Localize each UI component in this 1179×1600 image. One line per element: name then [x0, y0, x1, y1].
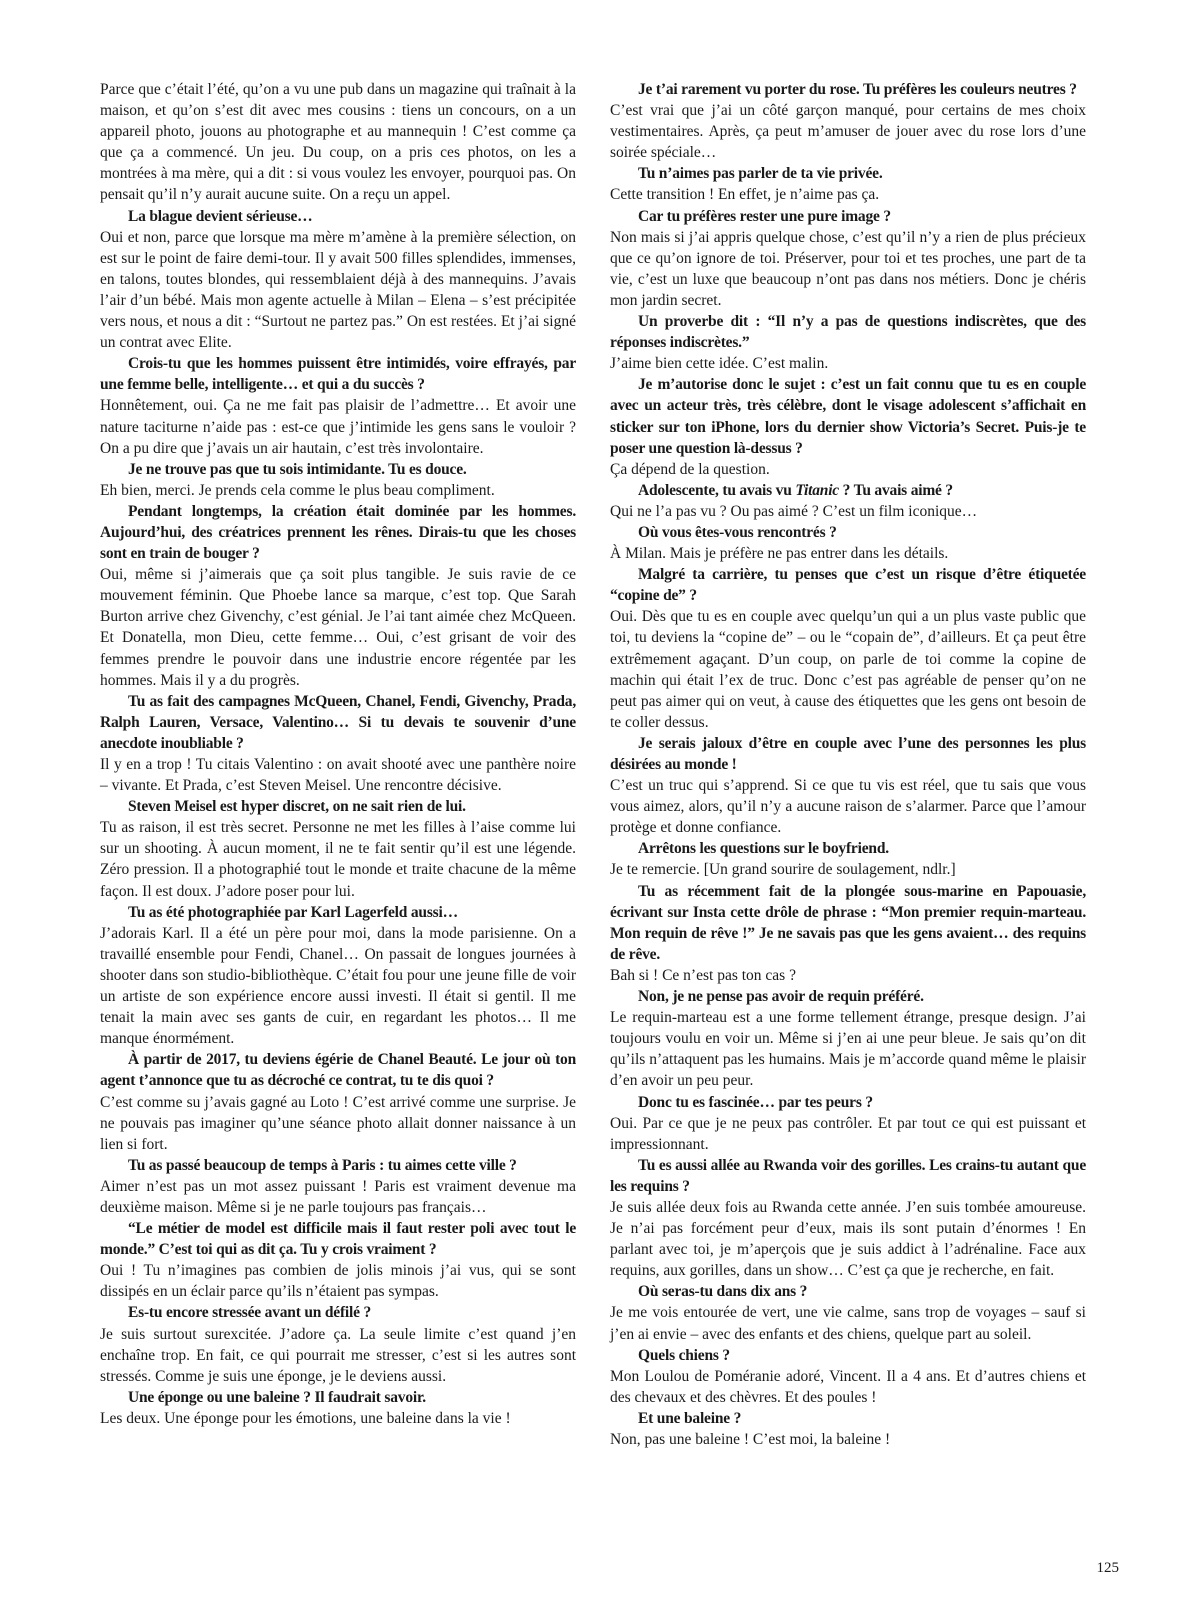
interview-answer: Oui. Par ce que je ne peux pas contrôler. Et par tout ce qui est puissant et impressionnant. — [610, 1114, 1086, 1153]
interview-question: “Le métier de model est difficile mais il faut rester poli avec tout le monde.” C’est toi qui as dit ça. Tu y crois vraiment ? — [100, 1220, 576, 1259]
interview-question: Es-tu encore stressée avant un défilé ? — [128, 1304, 372, 1322]
interview-question: Tu as été photographiée par Karl Lagerfeld aussi… — [128, 903, 458, 921]
interview-question: Un proverbe dit : “Il n’y a pas de questions indiscrètes, que des réponses indiscrètes.” — [610, 313, 1086, 352]
interview-question: Je t’ai rarement vu porter du rose. Tu préfères les couleurs neutres ? — [638, 81, 1077, 98]
interview-answer: Eh bien, merci. Je prends cela comme le plus beau compliment. — [100, 481, 495, 499]
interview-question: Tu n’aimes pas parler de ta vie privée. — [638, 165, 883, 183]
interview-question: Crois-tu que les hommes puissent être intimidés, voire effrayés, par une femme belle, intelligente… et qui a du succès ? — [100, 355, 576, 394]
interview-question: Où seras-tu dans dix ans ? — [638, 1283, 808, 1301]
interview-answer: J’aime bien cette idée. C’est malin. — [610, 355, 829, 373]
interview-question: Non, je ne pense pas avoir de requin préféré. — [638, 988, 924, 1006]
interview-answer: Honnêtement, oui. Ça ne me fait pas plaisir de l’admettre… Et avoir une nature taciturne n’aide pas : est-ce que j’intimide les gens sans le vouloir ? On a pu dire que j’avais un air hautain, c’est très involontaire. — [100, 397, 576, 457]
interview-question: La blague devient sérieuse… — [128, 207, 313, 225]
interview-question: Quels chiens ? — [638, 1346, 730, 1364]
interview-answer: Mon Loulou de Poméranie adoré, Vincent. Il a 4 ans. Et d’autres chiens et des chevaux et des chèvres. Et des poules ! — [610, 1367, 1086, 1406]
interview-answer: Je me vois entourée de vert, une vie calme, sans trop de voyages – sauf si j’en ai envie – avec des enfants et des chiens, quelque part au soleil. — [610, 1304, 1086, 1343]
interview-answer: Aimer n’est pas un mot assez puissant ! Paris est vraiment devenue ma deuxième maison. Même si je ne parle toujours pas français… — [100, 1177, 576, 1216]
interview-question: Une éponge ou une baleine ? Il faudrait savoir. — [128, 1388, 426, 1406]
interview-answer: C’est vrai que j’ai un côté garçon manqué, pour certains de mes choix vestimentaires. Après, ça peut m’amuser de jouer avec du rose lors d’une soirée spéciale… — [610, 102, 1086, 162]
interview-answer: Qui ne l’a pas vu ? Ou pas aimé ? C’est un film iconique… — [610, 502, 978, 520]
interview-answer: Non, pas une baleine ! C’est moi, la baleine ! — [610, 1431, 891, 1448]
interview-answer: Non mais si j’ai appris quelque chose, c’est qu’il n’y a rien de plus précieux que ce qu’on ignore de toi. Préserver, pour toi et tes proches, une part de ta vie, c’est un luxe que beaucoup n’ont pas dans nos métiers. Donc je chéris mon jardin secret. — [610, 228, 1086, 309]
interview-question: Je serais jaloux d’être en couple avec l’une des personnes les plus désirées au monde ! — [610, 734, 1086, 773]
interview-answer: Parce que c’était l’été, qu’on a vu une pub dans un magazine qui traînait à la maison, et qu’on s’est dit avec mes cousins : tiens un concours, on a un appareil photo, jouons au photographe et au mannequin ! C’est comme ça que ça a commencé. Un jeu. Du coup, on a pris ces photos, on les a montrées à ma mère, qui a dit : si vous voulez les envoyer, pourquoi pas. On pensait qu’il n’y aurait aucune suite. On a reçu un appel. — [100, 81, 576, 204]
interview-answer: C’est comme su j’avais gagné au Loto ! C’est arrivé comme une surprise. Je ne pouvais pas imaginer qu’une séance photo allait donner naissance à un lien si fort. — [100, 1093, 576, 1153]
interview-answer: C’est un truc qui s’apprend. Si ce que tu vis est réel, que tu sais que vous vous aimez, alors, qu’il n’y a aucune raison de s’alarmer. Parce que l’amour protège et donne confiance. — [610, 777, 1086, 837]
interview-answer: À Milan. Mais je préfère ne pas entrer dans les détails. — [610, 545, 949, 563]
interview-question: Je m’autorise donc le sujet : c’est un fait connu que tu es en couple avec un acteur très, très célèbre, dont le visage adolescent s’affichait en sticker sur ton iPhone, lors du dernier show Victoria’s Secret. Puis-je te poser une question là-dessus ? — [610, 376, 1086, 457]
interview-question: Malgré ta carrière, tu penses que c’est un risque d’être étiquetée “copine de” ? — [610, 566, 1086, 605]
interview-question: Où vous êtes-vous rencontrés ? — [638, 523, 837, 541]
interview-answer: Ça dépend de la question. — [610, 460, 770, 478]
interview-question: Adolescente, tu avais vu Titanic ? Tu avais aimé ? — [638, 481, 953, 499]
interview-answer: Oui. Dès que tu es en couple avec quelqu’un qui a un plus vaste public que toi, tu deviens la “copine de” – ou le “copain de”, d’ailleurs. Et ça peut être extrêmement agaçant. D’un coup, on parle de toi comme la copine de machin qui était l’ex de truc. Donc c’est pas agréable de penser qu’on ne peut pas aimer qui on veut, à cause des étiquettes que les gens ont besoin de te coller dessus. — [610, 608, 1086, 731]
right-column — [610, 79, 1086, 1450]
interview-question: Arrêtons les questions sur le boyfriend. — [638, 840, 889, 858]
page-number: 125 — [1096, 1560, 1119, 1576]
film-title: Titanic — [795, 481, 839, 499]
interview-question: Pendant longtemps, la création était dominée par les hommes. Aujourd’hui, des créatrices prennent les rênes. Dirais-tu que les choses sont en train de bouger ? — [100, 502, 576, 563]
interview-answer: Le requin-marteau est a une forme tellement étrange, presque design. J’ai toujours voulu en voir un. Même si j’en ai une peur bleue. Je sais qu’on dit qu’ils n’attaquent pas les humains. Mais je m’accorde quand même le plaisir d’en avoir un peu peur. — [610, 1009, 1086, 1090]
interview-question: Tu as récemment fait de la plongée sous-marine en Papouasie, écrivant sur Insta cette drôle de phrase : “Mon premier requin-marteau. Mon requin de rêve !” Je ne savais pas que les gens avaient… des requins de rêve. — [610, 882, 1086, 963]
interview-question: Tu as fait des campagnes McQueen, Chanel, Fendi, Givenchy, Prada, Ralph Lauren, Versace, Valentino… Si tu devais te souvenir d’une anecdote inoubliable ? — [100, 692, 576, 752]
interview-answer: J’adorais Karl. Il a été un père pour moi, dans la mode parisienne. On a travaillé ensemble pour Fendi, Chanel… On passait de longues journées à shooter dans son studio-bibliothèque. C’était fou pour une jeune fille de voir un artiste de son expérience encore aussi investi. Il était si gentil. Il me tenait la main avec ses gants de cuir, en regardant les photos… Il me manque énormément. — [100, 924, 576, 1048]
interview-question: À partir de 2017, tu deviens égérie de Chanel Beauté. Le jour où ton agent t’annonce que tu as décroché ce contrat, tu te dis quoi ? — [100, 1051, 576, 1090]
interview-answer: Les deux. Une éponge pour les émotions, une baleine dans la vie ! — [100, 1409, 511, 1427]
interview-question: Steven Meisel est hyper discret, on ne sait rien de lui. — [128, 798, 466, 816]
interview-answer: Oui et non, parce que lorsque ma mère m’amène à la première sélection, on est sur le point de faire demi-tour. Il y avait 500 filles splendides, immenses, en talons, toutes blondes, qui ressemblaient déjà à des mannequins. J’avais l’air d’un bébé. Mais mon agente actuelle à Milan – Elena – s’est précipitée vers nous, et nous a dit : “Surtout ne partez pas.” On est restées. Et j’ai signé un contrat avec Elite. — [100, 228, 576, 352]
interview-answer: Je suis allée deux fois au Rwanda cette année. J’en suis tombée amoureuse. Je n’ai pas forcément peur d’eux, mais ils sont putain d’énormes ! En parlant avec toi, je m’aperçois que je suis addict à l’adrénaline. Face aux requins, aux gorilles, dans un show… C’est ça que je recherche, en fait. — [610, 1198, 1086, 1280]
interview-question: Tu as passé beaucoup de temps à Paris : tu aimes cette ville ? — [128, 1156, 517, 1174]
interview-answer: Je te remercie. [Un grand sourire de soulagement, ndlr.] — [610, 861, 956, 879]
interview-answer: Tu as raison, il est très secret. Personne ne met les filles à l’aise comme lui sur un shooting. À aucun moment, il ne te fait sentir qu’il est une légende. Zéro pression. Il a photographié tout le monde et traite chacune de la même façon. Il est doux. J’adore poser pour lui. — [100, 819, 576, 900]
interview-question: Et une baleine ? — [638, 1409, 742, 1427]
interview-answer: Oui ! Tu n’imagines pas combien de jolis minois j’ai vus, qui se sont dissipés en un éclair parce qu’ils n’étaient pas sympas. — [100, 1262, 576, 1301]
interview-question: Car tu préfères rester une pure image ? — [638, 207, 891, 225]
interview-answer: Je suis surtout surexcitée. J’adore ça. La seule limite c’est quand j’en enchaîne trop. En fait, ce qui pourrait me stresser, c’est si les autres sont stressés. Comme je suis une éponge, je le deviens aussi. — [100, 1325, 576, 1385]
interview-question: Je ne trouve pas que tu sois intimidante. Tu es douce. — [128, 460, 467, 478]
interview-question: Tu es aussi allée au Rwanda voir des gorilles. Les crains-tu autant que les requins ? — [610, 1156, 1086, 1195]
interview-answer: Cette transition ! En effet, je n’aime pas ça. — [610, 186, 880, 204]
interview-answer: Il y en a trop ! Tu citais Valentino : on avait shooté avec une panthère noire – vivante. Et Prada, c’est Steven Meisel. Une rencontre décisive. — [100, 756, 576, 795]
interview-question: Donc tu es fascinée… par tes peurs ? — [638, 1093, 873, 1111]
interview-answer: Oui, même si j’aimerais que ça soit plus tangible. Je suis ravie de ce mouvement féminin. Que Phoebe lance sa marque, c’est top. Que Sarah Burton arrive chez Givenchy, c’est génial. Je l’ai tant aimée chez McQueen. Et Donatella, mon Dieu, cette femme… Oui, c’est grisant de voir des femmes prendre le pouvoir dans une industrie encore régentée par les hommes. Mais il y a du progrès. — [100, 566, 576, 689]
left-column — [100, 79, 576, 1429]
interview-answer: Bah si ! Ce n’est pas ton cas ? — [610, 966, 796, 984]
